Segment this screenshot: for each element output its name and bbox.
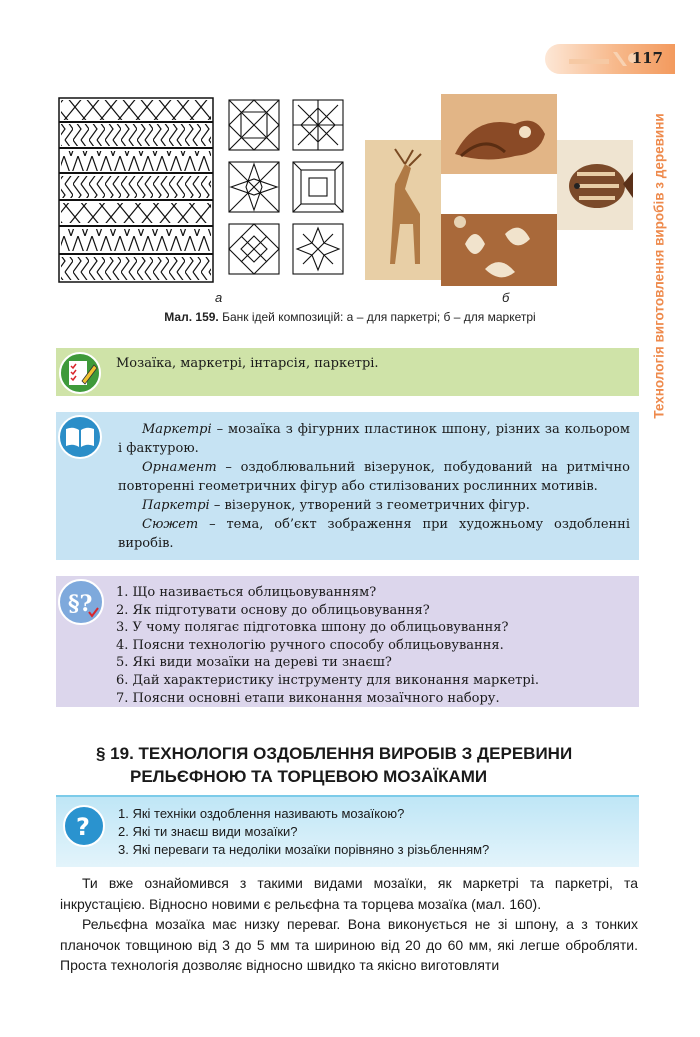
figure-label-a: а xyxy=(215,290,223,305)
definition-item xyxy=(118,458,630,496)
list-item: 2. Які ти знаєш види мозаїки? xyxy=(118,824,298,839)
side-chapter-title-text: Технологія виготовлення виробів з деревини xyxy=(651,113,667,419)
definition-body: – мозаїка з фігурних пластинок шпону, різних за кольором і фактурою. xyxy=(118,422,630,456)
list-item: 2. Як підготувати основу до облицьовування? xyxy=(116,602,430,618)
svg-text:§?: §? xyxy=(68,591,93,617)
parquetry-squares xyxy=(229,100,343,274)
section-title-line1: § 19. ТЕХНОЛОГІЯ ОЗДОБЛЕННЯ ВИРОБІВ З ДЕРЕВИНИ xyxy=(96,744,573,763)
section-title-line2: РЕЛЬЄФНОЮ ТА ТОРЦЕВОЮ МОЗАЇКАМИ xyxy=(130,767,488,786)
svg-text:?: ? xyxy=(76,813,90,841)
definition-term: Паркетрі xyxy=(142,498,210,513)
definition-body: – візерунок, утворений з геометричних фігур. xyxy=(209,498,530,513)
definition-body: – тема, об’єкт зображення при художньому оздобленні виробів. xyxy=(118,517,630,551)
parquetry-strips xyxy=(59,98,213,282)
side-chapter-title xyxy=(642,92,676,440)
definition-item xyxy=(118,515,630,553)
definition-item xyxy=(118,496,630,515)
definition-item xyxy=(118,420,630,458)
marquetry-pictures-figure xyxy=(365,94,633,286)
figure-label-b: б xyxy=(502,290,510,305)
question-mark-icon xyxy=(62,804,106,848)
list-item: 3. У чому полягає підготовка шпону до облицьовування? xyxy=(116,620,509,636)
list-item: 7. Поясни основні етапи виконання мозаїчного набору. xyxy=(116,690,500,706)
body-paragraph: Рельєфна мозаїка має низку переваг. Вона виконується не зі шпону, а з тонких планочок товщиною від 3 до 5 мм та шириною від 20 до 60 мм, які легше обробляти. Проста технологія дозволяє відносно швидко та якісно виготовляти xyxy=(60,916,638,973)
figure-caption-number: Мал. 159. xyxy=(164,310,219,324)
body-text xyxy=(60,873,638,976)
list-item: 6. Дай характеристику інструменту для виконання маркетрі. xyxy=(116,672,539,688)
list-item: 1. Які техніки оздоблення називають мозаїкою? xyxy=(118,806,405,821)
section-title xyxy=(96,742,636,788)
list-item: 3. Які переваги та недоліки мозаїки порівняно з різьбленням? xyxy=(118,842,490,857)
definition-body: – оздоблювальний візерунок, побудований на ритмічно повторенні геометричних фігур або стилізованих рослинних мотивів. xyxy=(118,460,630,494)
warmup-questions-list xyxy=(118,805,489,859)
body-paragraph: Ти вже ознайомився з такими видами мозаїки, як маркетрі та паркетрі, та інкрустацією. Відносно новими є рельєфна та торцева мозаїка (мал. 160). xyxy=(60,875,638,912)
marquetry-flowers-image xyxy=(441,214,557,286)
page-number: 117 xyxy=(631,49,663,67)
review-questions-list xyxy=(116,584,539,707)
marquetry-fox-image xyxy=(441,94,557,174)
open-book-icon xyxy=(57,414,103,460)
list-item: 4. Поясни технологію ручного способу облицьовування. xyxy=(116,637,504,653)
definitions-text xyxy=(118,420,630,553)
checklist-pencil-icon xyxy=(58,351,102,395)
marquetry-deer-image xyxy=(365,140,441,280)
definition-term: Орнамент xyxy=(142,460,217,475)
marquetry-fish-image xyxy=(557,140,633,230)
list-item: 5. Які види мозаїки на дереві ти знаєш? xyxy=(116,655,392,671)
list-item: 1. Що називається облицьовуванням? xyxy=(116,585,377,600)
page-number-tab xyxy=(545,44,675,74)
figure-caption-text: Банк ідей композицій: а – для паркетрі; б – для маркетрі xyxy=(218,310,536,324)
keywords-text: Мозаїка, маркетрі, інтарсія, паркетрі. xyxy=(116,356,379,371)
definition-term: Сюжет xyxy=(142,517,199,532)
section-question-icon xyxy=(57,578,105,626)
definition-term: Маркетрі xyxy=(142,422,212,437)
figure-caption xyxy=(70,310,630,324)
parquetry-patterns-figure xyxy=(57,96,348,284)
